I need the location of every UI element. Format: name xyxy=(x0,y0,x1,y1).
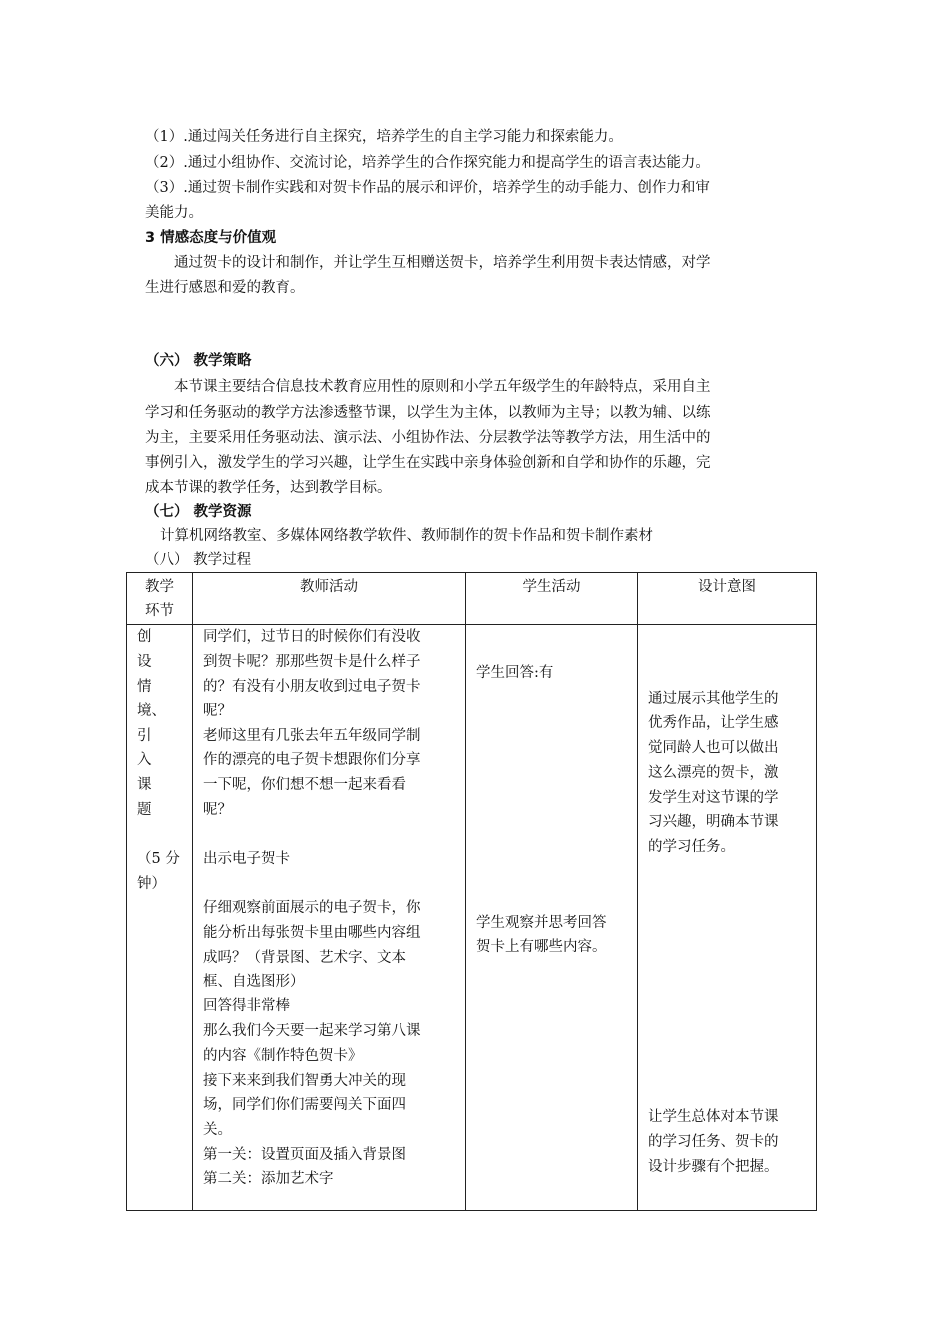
stage-char: 题 xyxy=(137,802,152,818)
teacher-line: 成吗？（背景图、艺术字、文本 xyxy=(203,950,406,966)
table-row xyxy=(127,625,817,1211)
teacher-line: 那么我们今天要一起来学习第八课 xyxy=(203,1023,421,1039)
teacher-line: 同学们，过节日的时候你们有没收 xyxy=(203,629,421,645)
objective-item-3-line-1: （3）.通过贺卡制作实践和对贺卡作品的展示和评价，培养学生的动手能力、创作力和审 xyxy=(145,180,710,196)
teacher-line: 仔细观察前面展示的电子贺卡，你 xyxy=(203,900,421,916)
section-heading-emotion: 3 情感态度与价值观 xyxy=(145,230,277,246)
teacher-line: 老师这里有几张去年五年级同学制 xyxy=(203,728,421,744)
teacher-line: 出示电子贺卡 xyxy=(203,851,290,867)
section-heading-process: （八） 教学过程 xyxy=(145,552,252,568)
design-intent-line: 让学生总体对本节课 xyxy=(648,1109,779,1125)
strategy-line-4: 事例引入，激发学生的学习兴趣，让学生在实践中亲身体验创新和自学和协作的乐趣，完 xyxy=(145,455,711,471)
design-intent-line: 觉同龄人也可以做出 xyxy=(648,740,779,756)
stage-char: 境、 xyxy=(137,703,166,719)
header-stage-line-2: 环节 xyxy=(145,603,174,619)
teacher-activity-cell xyxy=(193,625,466,1211)
emotion-paragraph-line-1: 通过贺卡的设计和制作，并让学生互相赠送贺卡，培养学生利用贺卡表达情感，对学 xyxy=(174,255,711,271)
teacher-line: 到贺卡呢？那那些贺卡是什么样子 xyxy=(203,654,421,670)
stage-char: 设 xyxy=(137,654,152,670)
stage-char: 入 xyxy=(137,752,152,768)
header-teacher-activity: 教师活动 xyxy=(193,573,466,625)
teacher-line: 的？有没有小朋友收到过电子贺卡 xyxy=(203,679,421,695)
design-intent-line: 的学习任务。 xyxy=(648,839,735,855)
teacher-line: 回答得非常棒 xyxy=(203,998,290,1014)
header-stage-line-1: 教学 xyxy=(145,579,174,595)
teacher-line: 框、自选图形） xyxy=(203,974,305,990)
objective-item-3-line-2: 美能力。 xyxy=(145,205,203,221)
objective-item-1: （1）.通过闯关任务进行自主探究，培养学生的自主学习能力和探索能力。 xyxy=(145,129,623,145)
design-intent-line: 的学习任务、贺卡的 xyxy=(648,1134,779,1150)
strategy-line-1: 本节课主要结合信息技术教育应用性的原则和小学五年级学生的年龄特点，采用自主 xyxy=(174,379,711,395)
teacher-line: 的内容《制作特色贺卡》 xyxy=(203,1048,363,1064)
design-intent-line: 发学生对这节课的学 xyxy=(648,790,779,806)
stage-char: 课 xyxy=(137,777,152,793)
strategy-line-5: 成本节课的教学任务，达到教学目标。 xyxy=(145,480,392,496)
student-activity-cell xyxy=(466,625,638,1211)
student-answer-2-line-2: 贺卡上有哪些内容。 xyxy=(476,939,607,955)
student-answer-2-line-1: 学生观察并思考回答 xyxy=(476,915,607,931)
stage-char: 情 xyxy=(137,679,152,695)
teacher-line: 关。 xyxy=(203,1122,232,1138)
design-intent-line: 优秀作品，让学生感 xyxy=(648,715,779,731)
teacher-line: 作的漂亮的电子贺卡想跟你们分享 xyxy=(203,752,421,768)
teacher-line: 第一关：设置页面及插入背景图 xyxy=(203,1147,406,1163)
header-student-activity: 学生活动 xyxy=(466,573,638,625)
objective-item-2: （2）.通过小组协作、交流讨论，培养学生的合作探究能力和提高学生的语言表达能力。 xyxy=(145,155,710,171)
teacher-line: 第二关：添加艺术字 xyxy=(203,1171,334,1187)
teaching-process-table xyxy=(126,572,817,1211)
teacher-line: 能分析出每张贺卡里由哪些内容组 xyxy=(203,925,421,941)
header-stage xyxy=(127,573,193,625)
teacher-line: 呢？ xyxy=(203,703,232,719)
stage-char: 引 xyxy=(137,728,152,744)
table-header-row xyxy=(127,573,817,625)
section-heading-strategy: （六） 教学策略 xyxy=(145,353,252,369)
design-intent-line: 习兴趣，明确本节课 xyxy=(648,814,779,830)
teacher-line: 场，同学们你们需要闯关下面四 xyxy=(203,1097,406,1113)
design-intent-line: 这么漂亮的贺卡，激 xyxy=(648,765,779,781)
design-intent-line: 通过展示其他学生的 xyxy=(648,691,779,707)
student-answer-1: 学生回答:有 xyxy=(476,665,554,681)
strategy-line-3: 为主，主要采用任务驱动法、演示法、小组协作法、分层教学法等教学方法，用生活中的 xyxy=(145,430,711,446)
teacher-line: 接下来来到我们智勇大冲关的现 xyxy=(203,1073,406,1089)
stage-cell xyxy=(127,625,193,1211)
stage-time-line-1: （5 分 xyxy=(137,851,180,867)
stage-time-line-2: 钟） xyxy=(137,876,166,892)
teacher-line: 一下呢，你们想不想一起来看看 xyxy=(203,777,406,793)
teacher-line: 呢？ xyxy=(203,802,232,818)
design-intent-cell xyxy=(638,625,817,1211)
stage-char: 创 xyxy=(137,629,152,645)
emotion-paragraph-line-2: 生进行感恩和爱的教育。 xyxy=(145,280,305,296)
design-intent-line: 设计步骤有个把握。 xyxy=(648,1159,779,1175)
resources-text: 计算机网络教室、多媒体网络教学软件、教师制作的贺卡作品和贺卡制作素材 xyxy=(160,528,653,544)
header-design-intent: 设计意图 xyxy=(638,573,817,625)
strategy-line-2: 学习和任务驱动的教学方法渗透整节课，以学生为主体，以教师为主导；以教为辅、以练 xyxy=(145,405,711,421)
section-heading-resources: （七） 教学资源 xyxy=(145,504,252,520)
